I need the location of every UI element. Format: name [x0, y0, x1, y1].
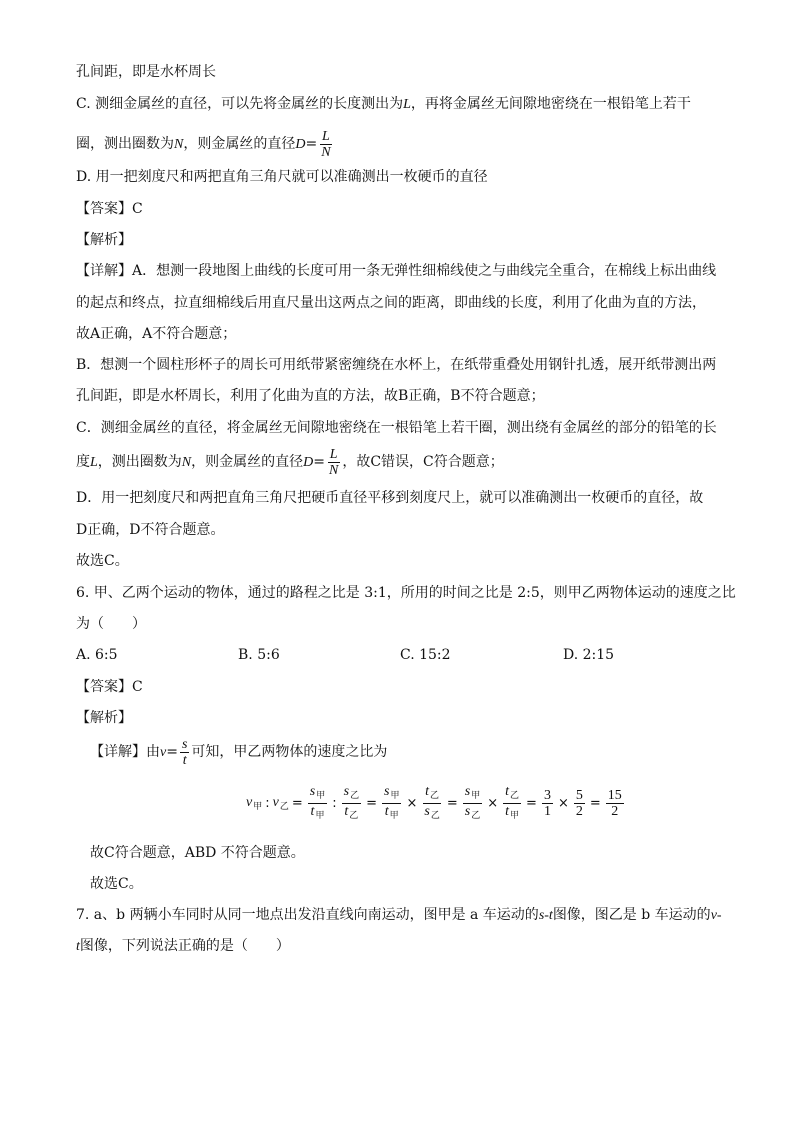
text: ，则金属丝的直径: [191, 454, 304, 470]
var-D: D: [295, 137, 306, 152]
numerator: L: [329, 446, 338, 462]
text-line: 故A正确，A不符合题意；: [76, 326, 237, 342]
equals: =: [166, 744, 178, 760]
colon: :: [265, 796, 270, 811]
times: ×: [406, 796, 418, 811]
text-line: 故选C。: [76, 553, 129, 569]
equals: =: [446, 796, 458, 811]
answer-label: 【答案】C: [76, 201, 143, 217]
text: 圈，测出圈数为: [76, 136, 174, 152]
text-line: D．用一把刻度尺和两把直角三角尺把硬币直径平移到刻度尺上，就可以准确测出一枚硬币的直径，故: [76, 490, 704, 506]
option-c: C. 15:2: [400, 647, 451, 663]
frac-15-2: $\frac{15}{2}$: [607, 788, 622, 819]
denominator: N: [321, 144, 331, 160]
times: ×: [487, 796, 499, 811]
text: 图像，下列说法正确的是（ ）: [79, 938, 290, 954]
option-c-line: [76, 94, 691, 115]
text-line: 孔间距，即是水杯周长: [76, 64, 216, 80]
var-v: v: [160, 745, 167, 760]
text: 度: [76, 454, 90, 470]
t-label: t: [76, 939, 80, 954]
text: 7. a、b 两辆小车同时从同一地点出发沿直线向南运动，图甲是 a 车运动的: [76, 907, 539, 923]
equals: =: [589, 796, 601, 811]
var-L: L: [403, 97, 411, 112]
text-line: B．想测一个圆柱形杯子的周长可用纸带紧密缠绕在水杯上，在纸带重叠处用钢针扎透，展开纸带测出两: [76, 357, 717, 373]
colon: :: [332, 796, 337, 811]
text: ，再将金属丝无间隙地密绕在一根铅笔上若干: [410, 96, 691, 112]
text-line: 的起点和终点，拉直细棉线后用直尺量出这两点之间的距离，即曲线的长度，利用了化曲为直的方法，: [76, 295, 706, 311]
numerator: s: [181, 736, 188, 752]
detail-line-formula: [90, 734, 387, 774]
var-N: N: [174, 137, 184, 152]
text: C. 测细金属丝的直径，可以先将金属丝的长度测出为: [76, 96, 404, 112]
equals: =: [313, 454, 325, 470]
v-yi: $v_乙$: [272, 795, 289, 811]
velocity-ratio-equation: [246, 784, 626, 823]
denominator: N: [329, 462, 339, 478]
denominator: t: [182, 752, 187, 768]
question-6-cont: 为（ ）: [76, 616, 146, 632]
s-t-label: s-t: [538, 908, 553, 923]
option-d-line: D. 用一把刻度尺和两把直角三角尺就可以准确测出一枚硬币的直径: [76, 169, 488, 185]
frac-s-yi-t-yi: $\frac{s_乙}{t_乙}$: [343, 784, 360, 820]
equals: =: [305, 136, 318, 152]
text: 【详解】由: [90, 744, 160, 760]
text-line: D正确，D不符合题意。: [76, 522, 225, 538]
var-N: N: [181, 455, 192, 470]
text: ，则金属丝的直径: [183, 136, 296, 152]
text-line: 孔间距，即是水杯周长，利用了化曲为直的方法，故B正确，B不符合题意；: [76, 388, 545, 404]
frac-3-1: $\frac{3}{1}$: [543, 788, 551, 819]
frac-t-yi-t-jia: $\frac{t_乙}{t_甲}$: [505, 784, 520, 820]
var-L: L: [90, 455, 98, 470]
equals: =: [526, 796, 537, 811]
option-c-line-2: [76, 126, 335, 166]
frac-s-jia-t-jia: $\frac{s_甲}{t_甲}$: [384, 784, 400, 820]
var-D: D: [303, 455, 314, 470]
fraction-s-over-t: [180, 737, 189, 768]
text: 图像，图乙是 b 车运动的: [552, 907, 711, 923]
question-6: 6. 甲、乙两个运动的物体，通过的路程之比是 3:1，所用的时间之比是 2:5，则甲乙两物体运动的速度之比: [76, 585, 736, 601]
frac-5-2: $\frac{5}{2}$: [575, 788, 583, 819]
text: ，故C错误，C符合题意；: [342, 454, 504, 470]
times: ×: [557, 796, 569, 811]
fraction-L-over-N: [319, 129, 332, 160]
answer-label: 【答案】C: [76, 679, 143, 695]
fraction-L-over-N: [327, 447, 340, 478]
analysis-label: 【解析】: [76, 232, 132, 248]
frac-s-jia-s-yi: $\frac{s_甲}{s_乙}$: [464, 784, 481, 820]
v-jia: $v_甲$: [246, 795, 263, 811]
frac-t-yi-s-yi: $\frac{t_乙}{s_乙}$: [424, 784, 440, 820]
v-label: v-: [710, 908, 722, 923]
question-7: [76, 905, 722, 926]
text: ，测出圈数为: [97, 454, 182, 470]
text-line-with-formula: [76, 444, 504, 484]
option-b: B. 5:6: [238, 647, 280, 663]
option-d: D. 2:15: [563, 647, 615, 663]
equals: =: [366, 796, 377, 811]
analysis-label: 【解析】: [76, 710, 132, 726]
text: 可知，甲乙两物体的速度之比为: [191, 744, 388, 760]
text-line: 故选C。: [90, 876, 143, 892]
text-line: 【详解】A．想测一段地图上曲线的长度可用一条无弹性细棉线使之与曲线完全重合，在棉线上标出曲线: [76, 263, 717, 279]
frac-s-jia-t-jia: $\frac{s_甲}{t_甲}$: [309, 784, 326, 820]
option-a: A. 6:5: [76, 647, 118, 663]
numerator: L: [321, 128, 330, 144]
text-line: 故C符合题意，ABD 不符合题意。: [90, 845, 305, 861]
question-7-cont: [76, 936, 290, 957]
text-line: C．测细金属丝的直径，将金属丝无间隙地密绕在一根铅笔上若干圈，测出绕有金属丝的部分的铅笔的长: [76, 420, 717, 436]
equals: =: [291, 796, 303, 811]
